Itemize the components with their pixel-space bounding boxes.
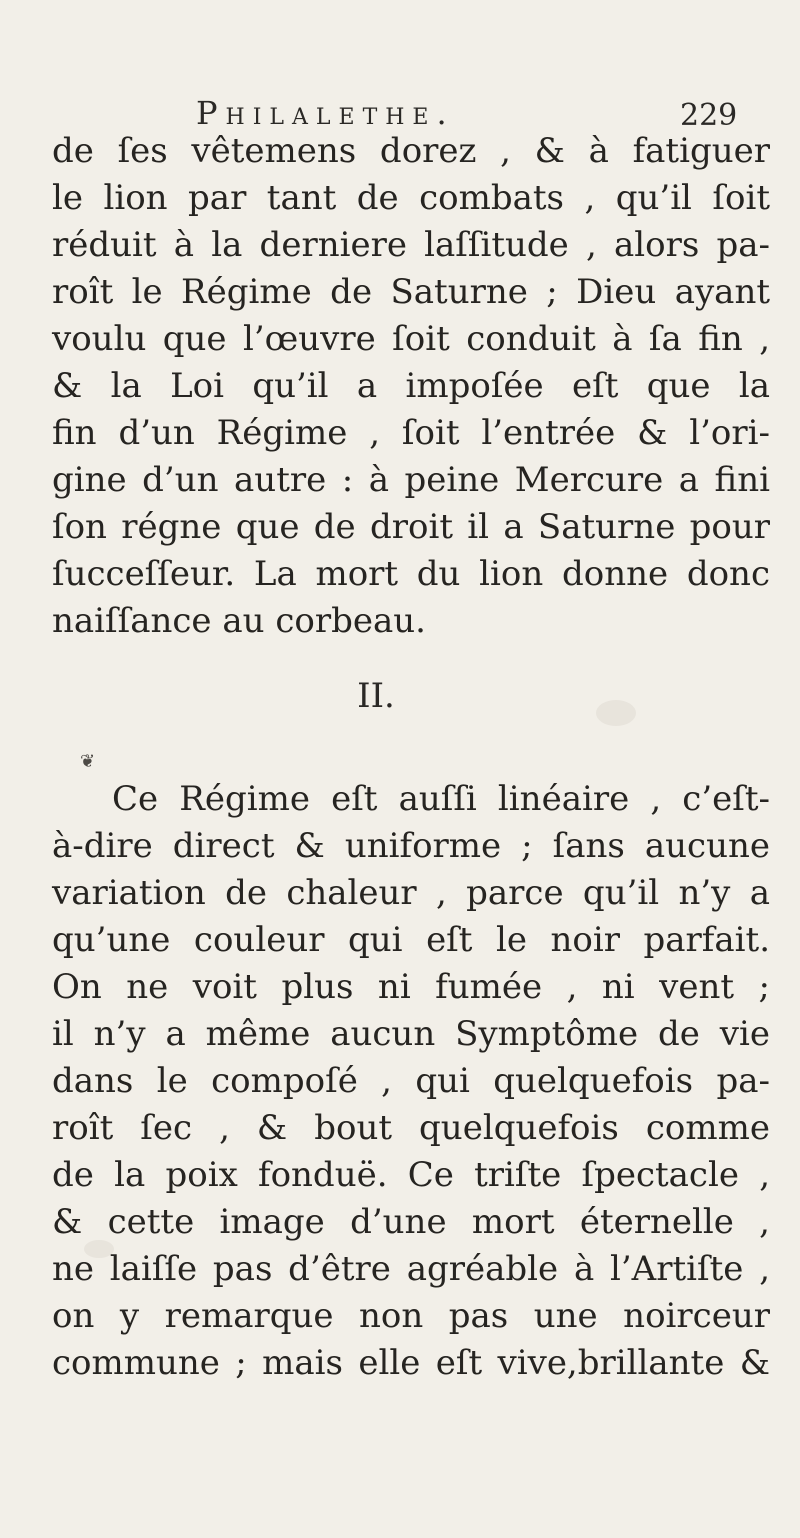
text-line: gine d’un autre : à peine Mercure a fini xyxy=(52,460,770,500)
text-line: On ne voit plus ni fumée , ni vent ; xyxy=(52,967,770,1007)
text-line: & la Loi qu’il a impoſée eſt que la xyxy=(52,366,770,406)
text-line: on y remarque non pas une noirceur xyxy=(52,1296,770,1336)
text-line: voulu que l’œuvre ſoit conduit à ſa fin , xyxy=(52,319,770,359)
running-head: Philalethe. xyxy=(196,94,455,132)
section-heading xyxy=(0,676,800,716)
paragraph-1 xyxy=(52,128,770,645)
text-line: variation de chaleur , parce qu’il n’y a xyxy=(52,873,770,913)
text-line: de la poix fonduë. Ce triſte ſpectacle , xyxy=(52,1155,770,1195)
text-line: roît le Régime de Saturne ; Dieu ayant xyxy=(52,272,770,312)
text-line: ſon régne que de droit il a Saturne pour xyxy=(52,507,770,547)
text-line: commune ; mais elle eſt vive,brillante & xyxy=(52,1343,770,1383)
text-line: fin d’un Régime , ſoit l’entrée & l’ori- xyxy=(52,413,770,453)
text-line: Ce Régime eſt auſſi linéaire , c’eſt- xyxy=(112,779,770,819)
ink-mark-icon: ❦ xyxy=(80,751,96,772)
paragraph-2 xyxy=(52,776,770,1387)
section-number: II. xyxy=(357,676,395,716)
text-line: & cette image d’une mort éternelle , xyxy=(52,1202,770,1242)
text-line: il n’y a même aucun Symptôme de vie xyxy=(52,1014,770,1054)
text-line: réduit à la derniere laſſitude , alors pa- xyxy=(52,225,770,265)
text-line: ſucceſſeur. La mort du lion donne donc xyxy=(52,554,770,594)
text-line: ne laiſſe pas d’être agréable à l’Artiſte , xyxy=(52,1249,770,1289)
text-line: le lion par tant de combats , qu’il ſoit xyxy=(52,178,770,218)
page-number: 229 xyxy=(680,98,738,133)
text-line: à-dire direct & uniforme ; ſans aucune xyxy=(52,826,770,866)
text-line: naiſſance au corbeau. xyxy=(52,601,426,641)
text-line: roît ſec , & bout quelquefois comme xyxy=(52,1108,770,1148)
text-line: qu’une couleur qui eſt le noir parfait. xyxy=(52,920,770,960)
text-line: de ſes vêtemens dorez , & à fatiguer xyxy=(52,131,770,171)
text-line: dans le compoſé , qui quelquefois pa- xyxy=(52,1061,770,1101)
